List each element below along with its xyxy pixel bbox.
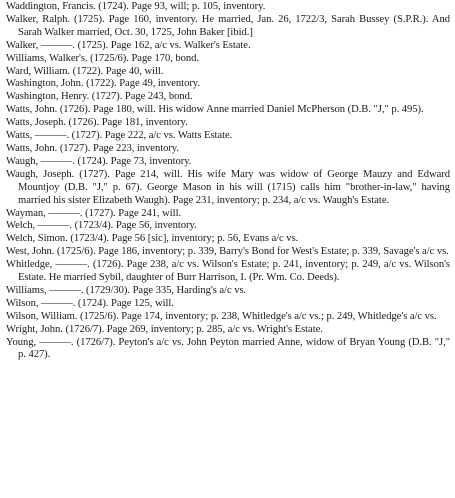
entry-welch-unknown (6, 220, 450, 233)
entry-name: Williams, ———. (6, 284, 84, 296)
entry-name: Welch, Simon. (6, 233, 68, 245)
entry-name: Wilson, William. (6, 310, 78, 322)
entry-watts-joseph (6, 117, 450, 130)
entry-name: Walker, Ralph. (6, 13, 70, 25)
entry-walker-ralph (6, 14, 450, 40)
entry-text: (1724). Page 125, will. (75, 297, 174, 309)
entry-washington-john (6, 78, 450, 91)
entry-waugh-unknown (6, 156, 450, 169)
entry-text: (1725). Page 160, inventory. He married, Jan. 26, 1722/3, Sarah Bussey (S.P.R.). And Sarah Walker married, Oct. 30, 1725, John Baker [ibid.] (18, 13, 450, 38)
entry-name: Washington, John. (6, 78, 84, 90)
entry-text: (1724). Page 93, will; p. 105, inventory. (95, 1, 266, 12)
entry-name: Wright, John. (6, 323, 63, 335)
entry-watts-unknown (6, 130, 450, 143)
entry-name: Wayman, ———. (6, 207, 83, 219)
entry-name: Watts, Joseph. (6, 117, 66, 129)
entry-name: Ward, William. (6, 65, 71, 77)
entry-text: (1726/7). Page 269, inventory; p. 285, a/c vs. Wright's Estate. (62, 323, 323, 335)
entry-text: (1722). Page 49, inventory. (83, 78, 200, 90)
entry-ward-william (6, 66, 450, 79)
entry-whitledge-unknown (6, 259, 450, 285)
entry-name: Walker, ———. (6, 39, 76, 51)
entry-text: (1725/6). Page 174, inventory; p. 238, Whitledge's a/c vs.; p. 249, Whitledge's a/c vs. (77, 310, 437, 322)
entry-text: (1725/6). Page 170, bond. (87, 52, 199, 64)
entry-waddington-francis (6, 1, 450, 14)
entry-text: (1726). Page 238, a/c vs. Wilson's Estate; p. 241, inventory; p. 249, a/c vs. Wilson's Estate. He married Sybil, daughter of Burr Harrison, I. (Pr. Wm. Co. Deeds). (18, 259, 450, 284)
entry-name: Waugh, Joseph. (6, 168, 75, 180)
entry-text: (1729/30). Page 335, Harding's a/c vs. (83, 284, 247, 296)
entry-williams-unknown (6, 285, 450, 298)
entry-wilson-william (6, 311, 450, 324)
entry-name: Whitledge, ———. (6, 259, 90, 271)
entry-wayman-unknown (6, 208, 450, 221)
entry-wilson-unknown (6, 298, 450, 311)
entry-text: (1726). Page 180, will. His widow Anne married Daniel McPherson (D.B. "J," p. 495). (57, 104, 424, 116)
entry-text: (1725). Page 162, a/c vs. Walker's Estate. (75, 39, 251, 51)
entry-young-unknown (6, 337, 450, 363)
entry-welch-simon (6, 233, 450, 246)
entry-text: (1727). Page 241, will. (82, 207, 182, 219)
entry-name: Watts, John. (6, 104, 58, 116)
entry-waugh-joseph (6, 169, 450, 208)
entry-name: Waddington, Francis. (6, 1, 96, 12)
entry-text: (1723/4). Page 56, inventory. (71, 220, 197, 232)
entry-text: (1725/6). Page 186, inventory; p. 339, Barry's Bond for West's Estate; p. 339, Savage's a/c vs. (54, 246, 449, 258)
entry-walker-unknown (6, 40, 450, 53)
entry-watts-john-1727 (6, 143, 450, 156)
entry-washington-henry (6, 91, 450, 104)
entry-text: (1723/4). Page 56 [sic], inventory; p. 56, Evans a/c vs. (67, 233, 299, 245)
entry-watts-john-1726 (6, 104, 450, 117)
entry-name: Young, ———. (6, 336, 74, 348)
entry-name: Washington, Henry. (6, 91, 90, 103)
entry-text: (1727). Page 223, inventory. (57, 142, 179, 154)
entry-text: (1726/7). Peyton's a/c vs. John Peyton married Anne, widow of Bryan Young (D.B. "J," p. 427). (18, 336, 450, 361)
entry-name: Watts, John. (6, 142, 58, 154)
entry-wright-john (6, 324, 450, 337)
entry-name: Waugh, ———. (6, 155, 75, 167)
entry-text: (1727). Page 214, will. His wife Mary was widow of George Mauzy and Edward Mountjoy (D.B. "J," p. 67). George Mason in his will (1715) calls him "brother-in-law," having married his sister Elizabeth Waugh). Page 231, inventory; p. 234, a/c vs. Waugh's Estate. (18, 168, 451, 206)
entry-name: West, John. (6, 246, 55, 258)
entry-west-john (6, 246, 450, 259)
entry-text: (1724). Page 73, inventory. (74, 155, 192, 167)
entry-name: Williams, Walker's. (6, 52, 88, 64)
entry-name: Welch, ———. (6, 220, 72, 232)
entry-name: Wilson, ———. (6, 297, 76, 309)
entry-williams-walkers (6, 53, 450, 66)
entry-text: (1726). Page 181, inventory. (65, 117, 188, 129)
entry-text: (1727). Page 243, bond. (89, 91, 193, 103)
entry-text: (1727). Page 222, a/c vs. Watts Estate. (69, 130, 233, 142)
entry-name: Watts, ———. (6, 130, 70, 142)
entry-text: (1722). Page 40, will. (70, 65, 164, 77)
